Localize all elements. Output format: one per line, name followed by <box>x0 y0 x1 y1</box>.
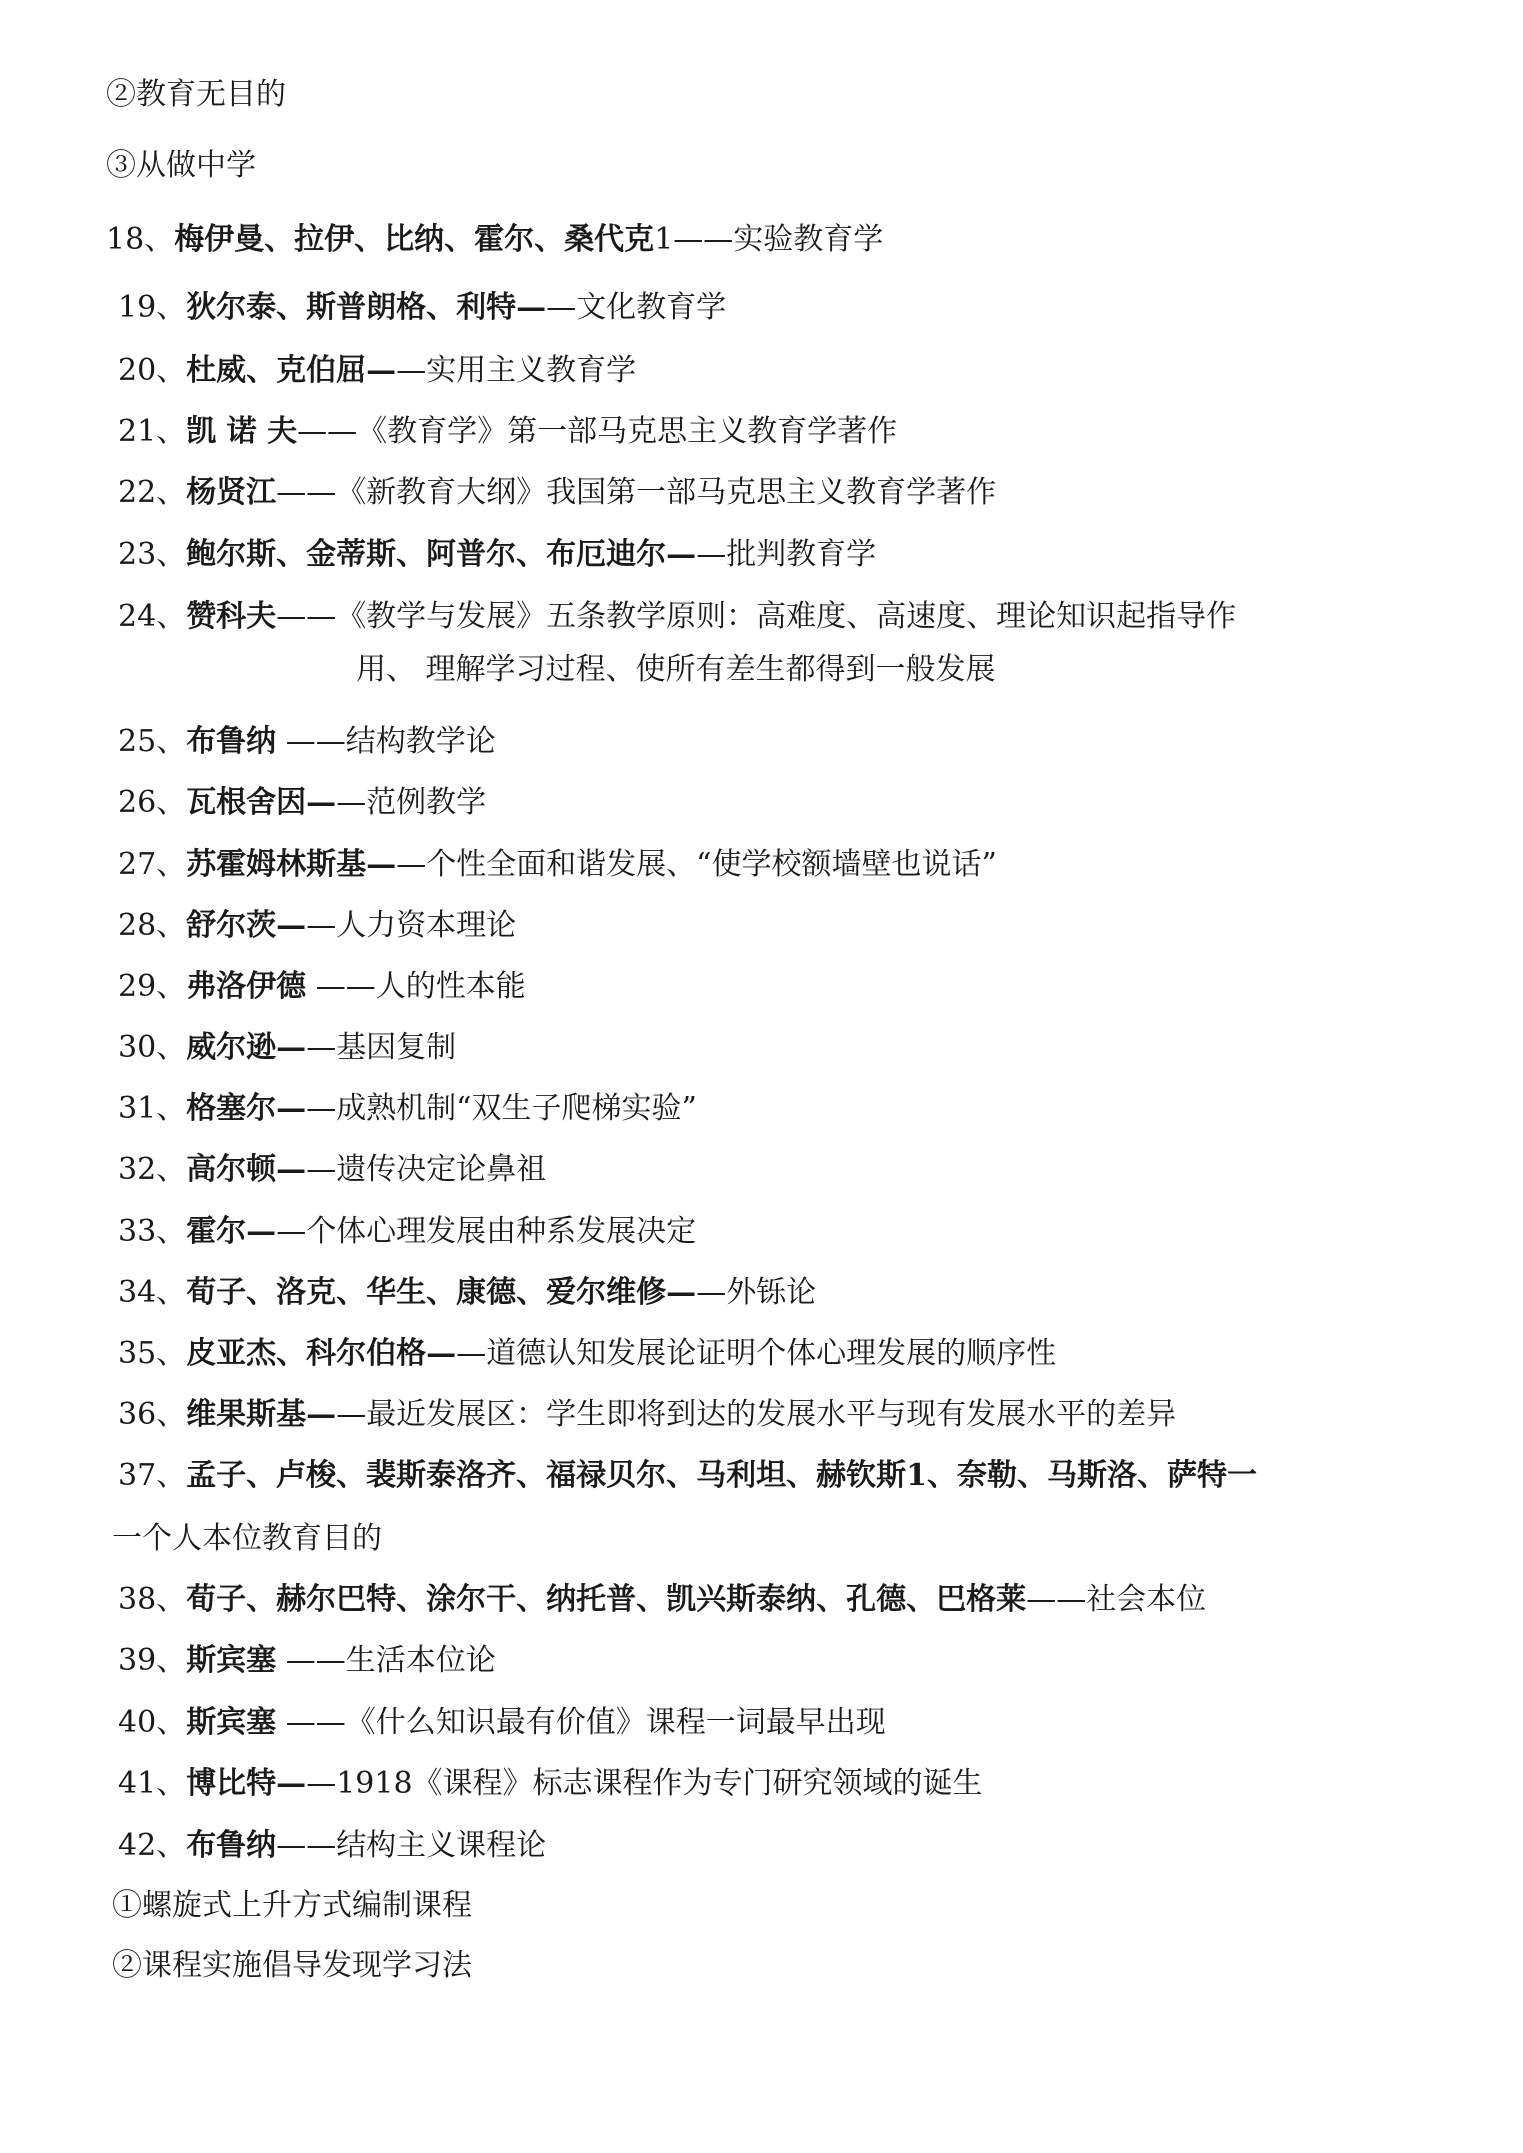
person-names: 孟子、卢梭、裴斯泰洛齐、福禄贝尔、马利坦、赫钦斯1、奈勒、马斯洛、萨特一 <box>186 1458 1258 1493</box>
text-line <box>118 288 726 328</box>
person-names: 苏霍姆林斯基— <box>186 847 397 882</box>
line-text: —实用主义教育学 <box>396 353 637 388</box>
text-line <box>118 412 897 452</box>
text-line <box>118 1456 1257 1496</box>
item-number: 25、 <box>118 724 187 759</box>
person-names: 瓦根舍因— <box>186 785 337 820</box>
person-names: 霍尔— <box>186 1214 277 1249</box>
line-text: ①螺旋式上升方式编制课程 <box>112 1888 472 1923</box>
text-line <box>356 650 996 690</box>
item-number: 36、 <box>118 1397 187 1432</box>
line-text: —批判教育学 <box>696 537 877 572</box>
item-number: 23、 <box>118 537 187 572</box>
person-names: 斯宾塞 <box>186 1643 277 1678</box>
line-text: —1918《课程》标志课程作为专门研究领域的诞生 <box>306 1766 983 1801</box>
text-line <box>118 1826 546 1866</box>
text-line <box>118 1703 886 1743</box>
item-number: 24、 <box>118 599 187 634</box>
person-names: 威尔逊— <box>186 1030 307 1065</box>
text-line <box>118 845 997 885</box>
item-number: 42、 <box>118 1828 187 1863</box>
text-line <box>118 722 496 762</box>
text-line <box>118 351 636 391</box>
line-text: ——社会本位 <box>1026 1582 1207 1617</box>
item-number: 34、 <box>118 1275 187 1310</box>
person-names: 凯 诺 夫 <box>186 414 298 449</box>
text-line <box>118 967 526 1007</box>
person-names: 布鲁纳 <box>186 1828 277 1863</box>
person-names: 皮亚杰、科尔伯格— <box>186 1336 457 1371</box>
line-text: —文化教育学 <box>546 290 727 325</box>
item-number: 26、 <box>118 785 187 820</box>
line-text: —范例教学 <box>336 785 487 820</box>
text-line <box>112 1519 382 1559</box>
line-text: —个性全面和谐发展、“使学校额墙壁也说话” <box>396 847 997 882</box>
text-line <box>118 597 1236 637</box>
item-number: 20、 <box>118 353 187 388</box>
line-text: —道德认知发展论证明个体心理发展的顺序性 <box>456 1336 1057 1371</box>
text-line <box>118 1580 1206 1620</box>
person-names: 布鲁纳 <box>186 724 277 759</box>
item-number: 22、 <box>118 475 187 510</box>
text-line <box>118 1089 697 1129</box>
text-line <box>118 1212 696 1252</box>
person-names: 舒尔茨— <box>186 908 307 943</box>
person-names: 杜威、克伯屈— <box>186 353 397 388</box>
text-line <box>118 783 486 823</box>
text-line <box>118 473 996 513</box>
line-text: —人力资本理论 <box>306 908 517 943</box>
text-line <box>118 1395 1176 1435</box>
person-names: 赞科夫 <box>186 599 277 634</box>
line-text: ②课程实施倡导发现学习法 <box>112 1948 472 1983</box>
item-number: 31、 <box>118 1091 187 1126</box>
person-names: 荀子、洛克、华生、康德、爱尔维修— <box>186 1275 697 1310</box>
text-line <box>118 1150 546 1190</box>
person-names: 杨贤江 <box>186 475 277 510</box>
line-text: ——结构教学论 <box>276 724 496 759</box>
person-names: 维果斯基— <box>186 1397 337 1432</box>
person-names: 高尔顿— <box>186 1152 307 1187</box>
line-text: ——结构主义课程论 <box>276 1828 547 1863</box>
text-line <box>106 220 883 260</box>
item-number: 37、 <box>118 1458 187 1493</box>
item-number: 35、 <box>118 1336 187 1371</box>
item-number: 33、 <box>118 1214 187 1249</box>
text-line <box>106 146 256 186</box>
line-text: ③从做中学 <box>106 148 256 183</box>
item-number: 40、 <box>118 1705 187 1740</box>
text-line <box>118 1273 816 1313</box>
item-number: 19、 <box>118 290 187 325</box>
item-number: 29、 <box>118 969 187 1004</box>
text-line <box>118 1641 496 1681</box>
text-line <box>118 906 516 946</box>
line-text: —个体心理发展由种系发展决定 <box>276 1214 697 1249</box>
item-number: 39、 <box>118 1643 187 1678</box>
item-number: 38、 <box>118 1582 187 1617</box>
line-text: ——人的性本能 <box>306 969 526 1004</box>
line-text: —基因复制 <box>306 1030 457 1065</box>
line-text: —外铄论 <box>696 1275 817 1310</box>
person-names: 弗洛伊德 <box>186 969 307 1004</box>
line-text: —遗传决定论鼻祖 <box>306 1152 547 1187</box>
item-number: 30、 <box>118 1030 187 1065</box>
line-text: ——《教育学》第一部马克思主义教育学著作 <box>297 414 898 449</box>
person-names: 斯宾塞 <box>186 1705 277 1740</box>
person-names: 格塞尔— <box>186 1091 307 1126</box>
text-line <box>118 535 876 575</box>
text-line <box>118 1764 983 1804</box>
line-text: ——《教学与发展》五条教学原则：高难度、高速度、理论知识起指导作 <box>276 599 1237 634</box>
text-line <box>106 75 286 115</box>
text-line <box>112 1886 472 1926</box>
line-text: 一个人本位教育目的 <box>112 1521 382 1556</box>
person-names: 荀子、赫尔巴特、涂尔干、纳托普、凯兴斯泰纳、孔德、巴格莱 <box>186 1582 1027 1617</box>
text-line <box>112 1946 472 1986</box>
item-number: 21、 <box>118 414 187 449</box>
person-names: 梅伊曼、拉伊、比纳、霍尔、桑代克 <box>174 222 655 257</box>
text-line <box>118 1334 1056 1374</box>
item-number: 41、 <box>118 1766 187 1801</box>
text-line <box>118 1028 456 1068</box>
person-names: 博比特— <box>186 1766 307 1801</box>
line-text: 用、 理解学习过程、使所有差生都得到一般发展 <box>356 652 996 687</box>
item-number: 32、 <box>118 1152 187 1187</box>
person-names: 狄尔泰、斯普朗格、利特— <box>186 290 547 325</box>
line-text: —最近发展区：学生即将到达的发展水平与现有发展水平的差异 <box>336 1397 1177 1432</box>
item-number: 27、 <box>118 847 187 882</box>
item-number: 28、 <box>118 908 187 943</box>
line-text: ②教育无目的 <box>106 77 286 112</box>
line-text: —成熟机制“双生子爬梯实验” <box>306 1091 697 1126</box>
line-text: ——生活本位论 <box>276 1643 496 1678</box>
item-number: 18、 <box>106 222 175 257</box>
line-text: ——《新教育大纲》我国第一部马克思主义教育学著作 <box>276 475 997 510</box>
line-text: ——《什么知识最有价值》课程一词最早出现 <box>276 1705 886 1740</box>
person-names: 鲍尔斯、金蒂斯、阿普尔、布厄迪尔— <box>186 537 697 572</box>
line-text: 1——实验教育学 <box>654 222 884 257</box>
